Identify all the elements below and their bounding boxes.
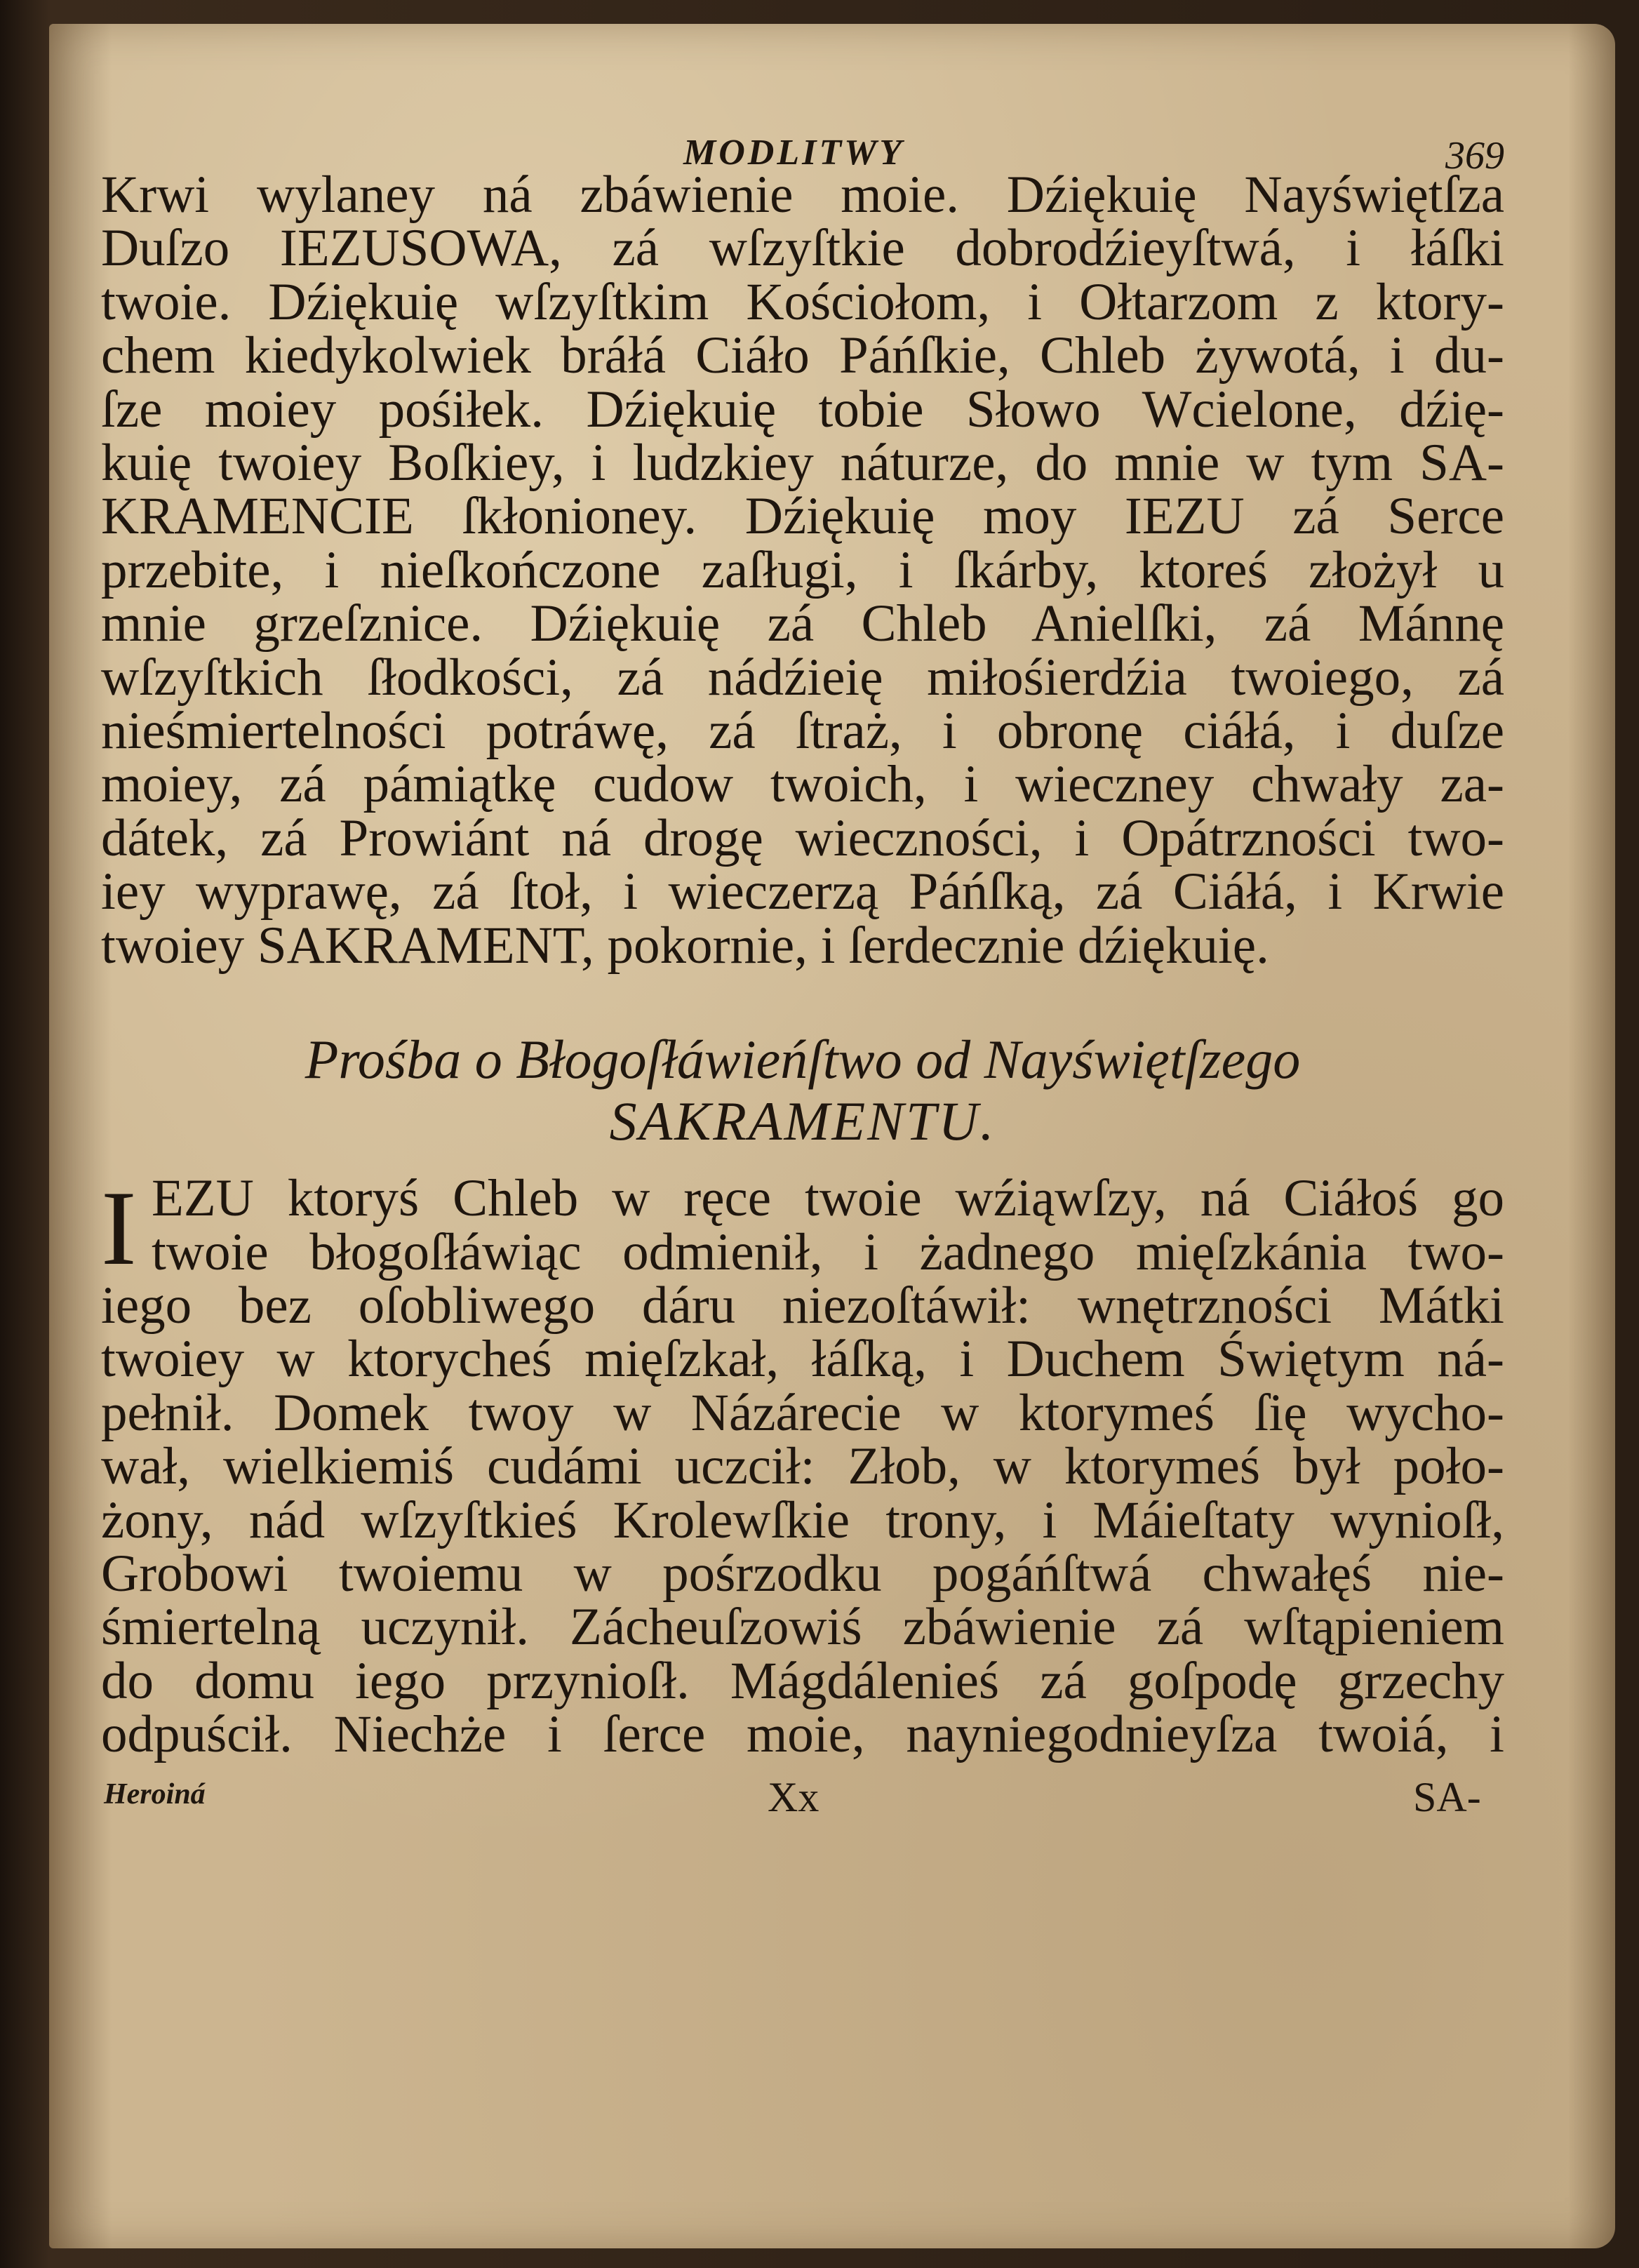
- running-head: [101, 105, 1504, 178]
- text-line: moiey, zá pámiątkę cudow twoich, i wieczney chwały za-: [101, 755, 1504, 814]
- text-line: wał, wielkiemiś cudámi uczcił: Złob, w ktorymeś był poło-: [101, 1437, 1504, 1496]
- text-block: [101, 105, 1504, 1824]
- paragraph-thanksgiving: [101, 168, 1504, 973]
- text-line: mnie grzeſznice. Dźiękuię zá Chleb Anielſki, zá Mánnę: [101, 594, 1504, 653]
- text-line: iego bez oſobliwego dáru niezoſtáwił: wnętrzności Mátki: [101, 1276, 1504, 1335]
- section-heading: Prośba o Błogoſłáwieńſtwo od Nayświętſzego: [305, 1029, 1301, 1090]
- page-number: 369: [1445, 134, 1504, 178]
- text-line: dátek, zá Prowiánt ná drogę wieczności, i Opátrzności two-: [101, 808, 1504, 867]
- text-line: nieśmiertelności potráwę, zá ſtraż, i obronę ciáłá, i duſze: [101, 702, 1504, 761]
- text-line: przebite, i nieſkończone zaſługi, i ſkárby, ktoreś złożył u: [101, 540, 1504, 599]
- text-line: kuię twoiey Boſkiey, i ludzkiey náturze, do mnie w tym SA-: [101, 434, 1504, 493]
- text-line: iey wyprawę, zá ſtoł, i wieczerzą Páńſką, zá Ciáłá, i Krwie: [101, 862, 1504, 921]
- text-line: twoiey SAKRAMENT, pokornie, i ſerdecznie dźiękuię.: [101, 916, 1269, 975]
- running-title: MODLITWY: [683, 133, 905, 173]
- signature-mark: Xx: [768, 1773, 820, 1820]
- text-line: KRAMENCIE ſkłonioney. Dźiękuię moy IEZU zá Serce: [101, 487, 1504, 546]
- drop-cap: I: [101, 1169, 137, 1288]
- text-line: ſze moiey pośiłek. Dźiękuię tobie Słowo Wcielone, dźię-: [101, 380, 1504, 439]
- text-line: do domu iego przynioſł. Mágdálenieś zá goſpodę grzechy: [101, 1651, 1504, 1710]
- text-line: żony, nád wſzyſtkieś Krolewſkie trony, i Máieſtaty wynioſł,: [101, 1490, 1504, 1549]
- text-line: EZU ktoryś Chleb w ręce twoie wźiąwſzy, ná Ciáłoś go: [152, 1169, 1504, 1228]
- section-heading-continued: SAKRAMENTU.: [609, 1090, 996, 1152]
- text-line: twoiey w ktorycheś mięſzkał, łáſką, i Duchem Świętym ná-: [101, 1330, 1504, 1389]
- book-page: [49, 24, 1615, 2248]
- catchword: SA-: [1413, 1773, 1481, 1820]
- footer-signature: Heroiná: [104, 1777, 206, 1810]
- text-line: Duſzo IEZUSOWA, zá wſzyſtkie dobrodźieyſtwá, i łáſki: [101, 219, 1504, 278]
- text-line: pełnił. Domek twoy w Názárecie w ktorymeś ſię wycho-: [101, 1383, 1504, 1442]
- text-line: wſzyſtkich ſłodkości, zá nádźieię miłośierdźia twoiego, zá: [101, 648, 1504, 707]
- text-line: śmiertelną uczynił. Zácheuſzowiś zbáwienie zá wſtąpieniem: [101, 1598, 1504, 1657]
- text-line: odpuścił. Niechże i ſerce moie, nayniegodnieyſza twoiá, i: [101, 1705, 1504, 1764]
- text-line: Grobowi twoiemu w pośrzodku pogáńſtwá chwałęś nie-: [101, 1544, 1504, 1603]
- page-footer: [101, 1768, 1504, 1824]
- text-line: twoie. Dźiękuię wſzyſtkim Kościołom, i Ołtarzom z ktory-: [101, 272, 1504, 331]
- text-line: chem kiedykolwiek bráłá Ciáło Páńſkie, Chleb żywotá, i du-: [101, 326, 1504, 385]
- text-line: Krwi wylaney ná zbáwienie moie. Dźiękuię Nayświętſza: [101, 166, 1504, 224]
- text-line: twoie błogoſłáwiąc odmienił, i żadnego mięſzkánia two-: [152, 1222, 1504, 1281]
- paragraph-petition: [101, 1169, 1504, 1764]
